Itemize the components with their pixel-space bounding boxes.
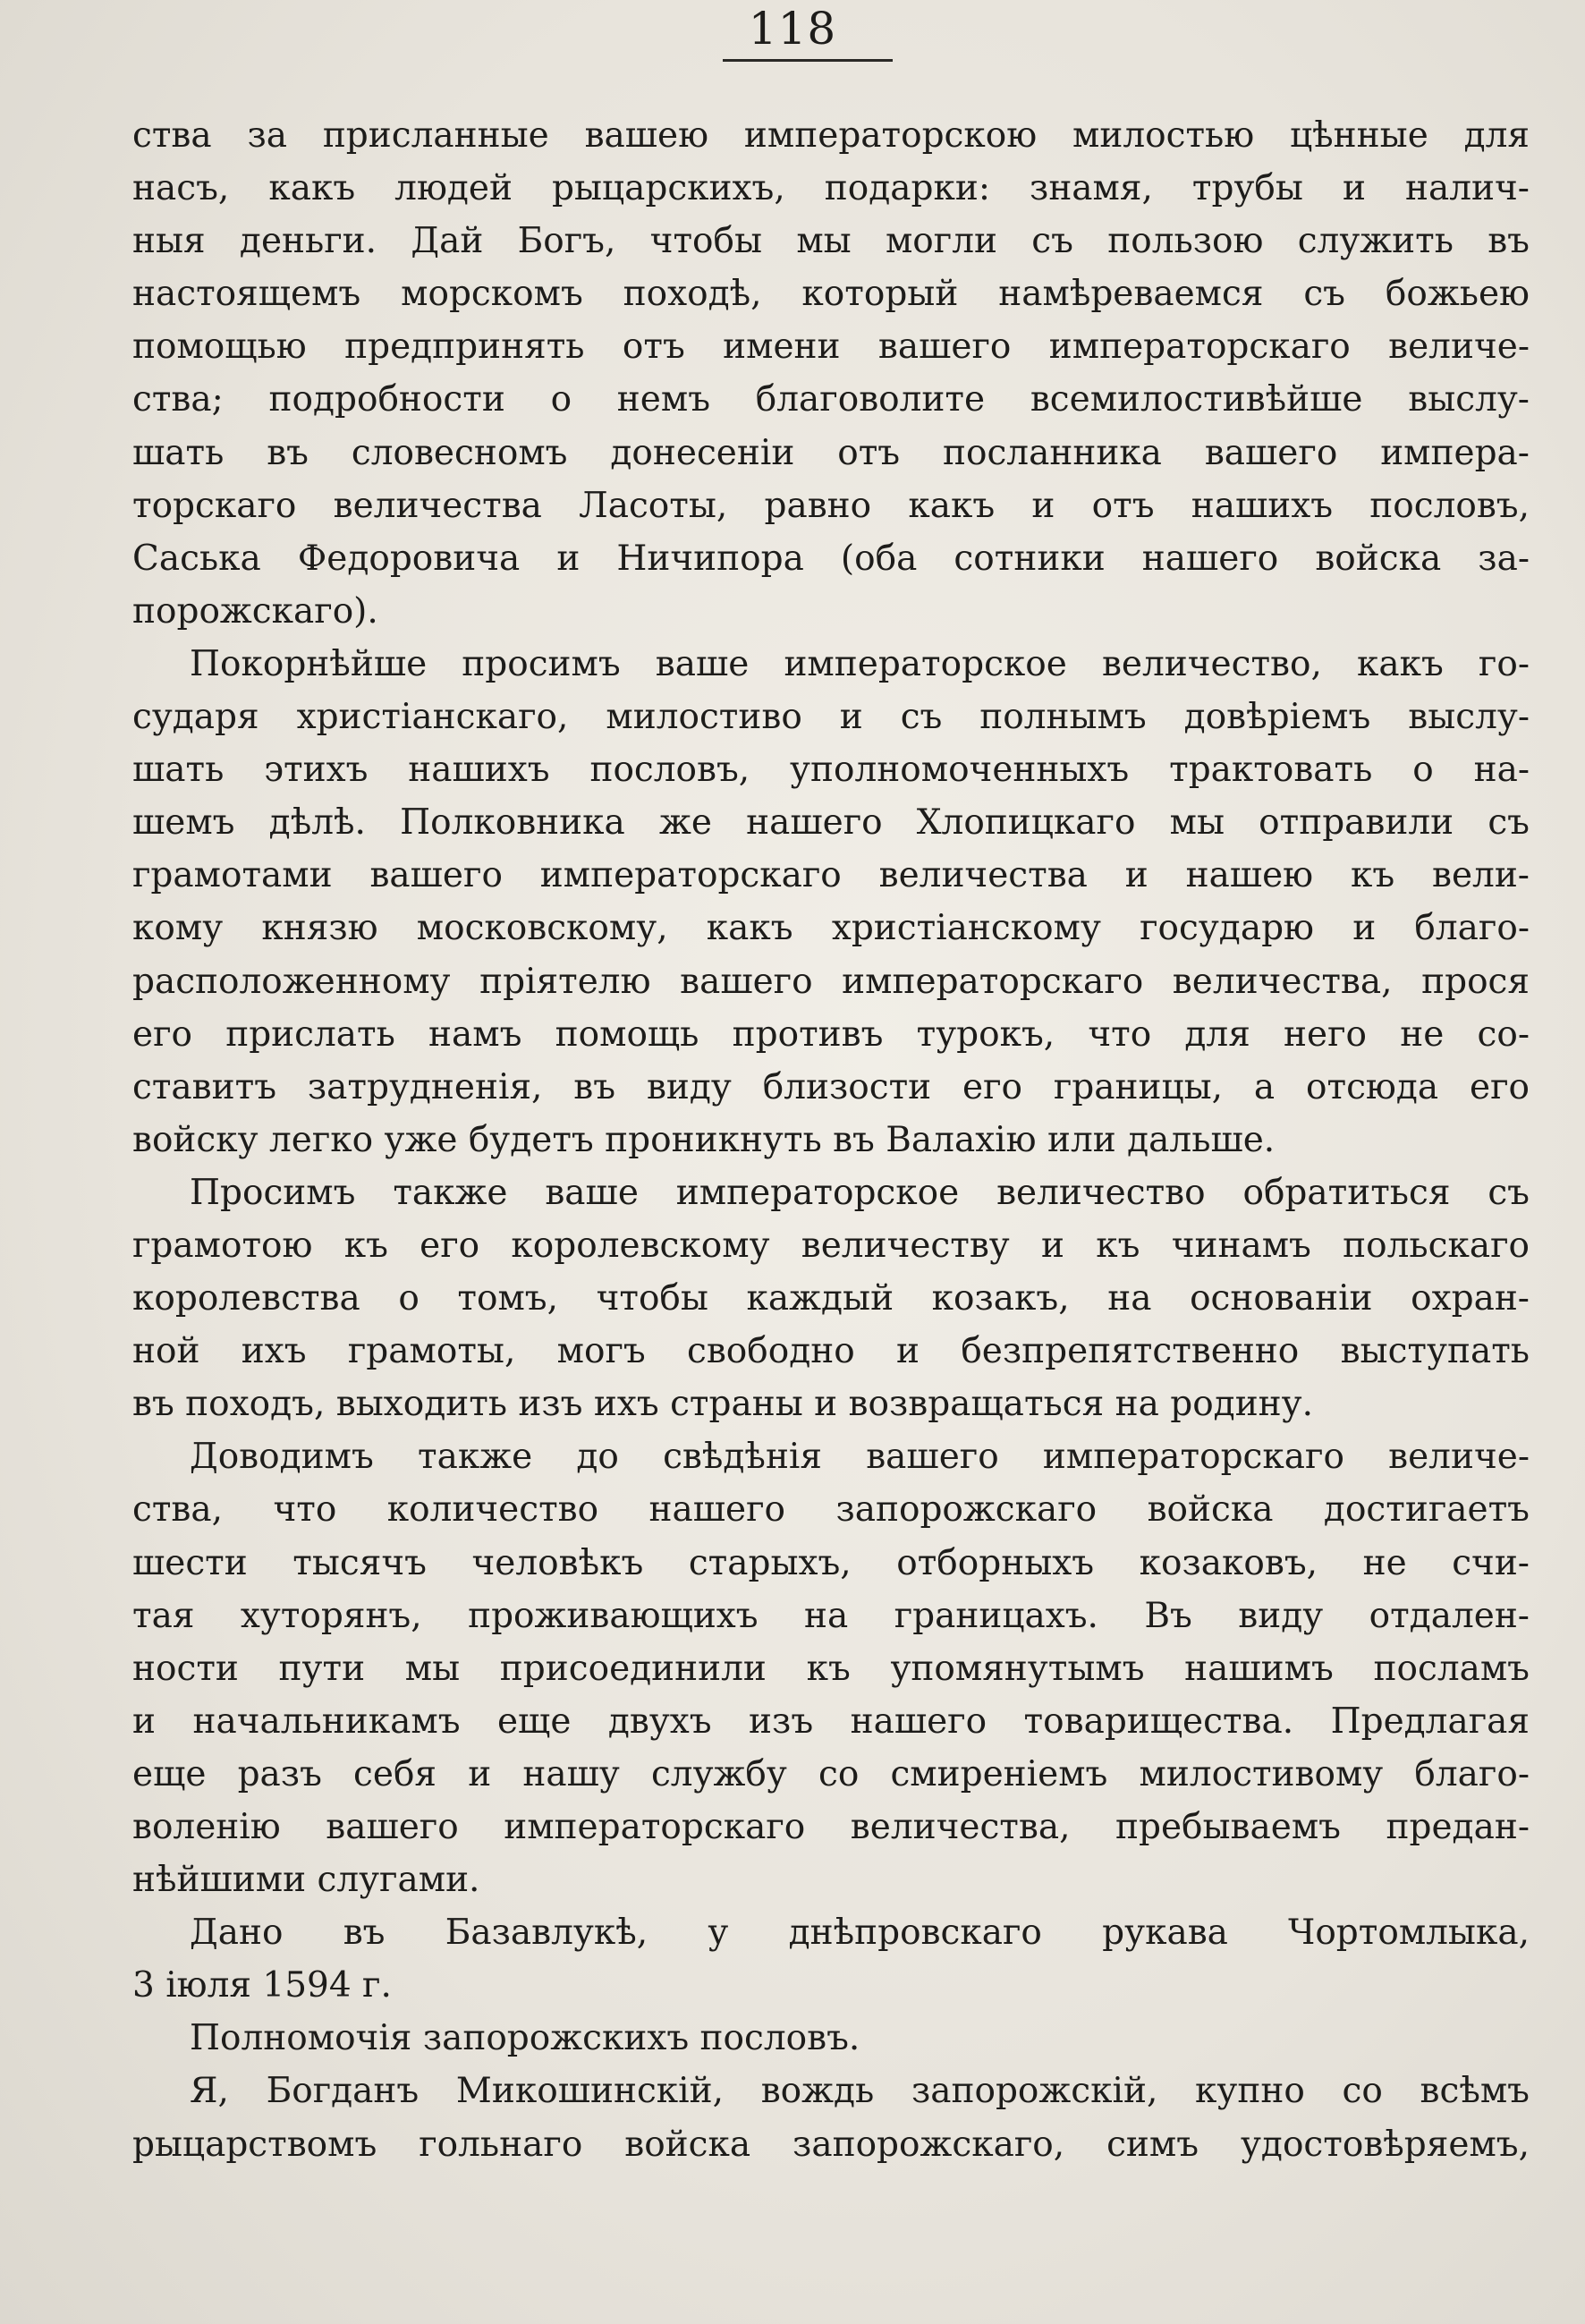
text-line: ства, что количество нашего запорожскаго войска достигаетъ [132,1489,1530,1531]
text-line: и начальникамъ еще двухъ изъ нашего товарищества. Предлагая [132,1701,1530,1742]
text-line: рыцарствомъ гольнаго войска запорожскаго, симъ удостовѣряемъ, [132,2124,1530,2165]
text-line: грамотами вашего императорскаго величества и нашею къ вели- [132,855,1530,896]
text-line: сударя христіанскаго, милостиво и съ полнымъ довѣріемъ выслу- [132,697,1530,738]
text-line: Дано въ Базавлукѣ, у днѣпровскаго рукава Чортомлыка, [190,1913,1530,1954]
text-line: ства; подробности о немъ благоволите всемилостивѣйше выслу- [132,379,1530,420]
text-line: ныя деньги. Дай Богъ, чтобы мы могли съ пользою служить въ [132,221,1530,262]
text-line: Полномочія запорожскихъ пословъ. [190,2018,860,2059]
text-line: ности пути мы присоединили къ упомянутымъ нашимъ посламъ [132,1648,1530,1689]
text-line: шести тысячъ человѣкъ старыхъ, отборныхъ козаковъ, не счи- [132,1542,1530,1583]
text-line: порожскаго). [132,590,378,632]
text-line: Я, Богданъ Микошинскій, вождь запорожскій, купно со всѣмъ [190,2071,1530,2112]
page-number: 118 [748,3,837,55]
text-line: Саська Федоровича и Ничипора (оба сотники нашего войска за- [132,538,1530,579]
text-line: грамотою къ его королевскому величеству и къ чинамъ польскаго [132,1225,1530,1266]
text-line: 3 іюля 1594 г. [132,1965,392,2006]
text-line: шемъ дѣлѣ. Полковника же нашего Хлопицкаго мы отправили съ [132,802,1530,844]
text-line: шать этихъ нашихъ пословъ, уполномоченныхъ трактовать о на- [132,750,1530,791]
text-line: ставитъ затрудненія, въ виду близости его границы, а отсюда его [132,1066,1530,1107]
text-line: кому князю московскому, какъ христіанскому государю и благо- [132,908,1530,949]
text-line: настоящемъ морскомъ походѣ, который намѣреваемся съ божьею [132,274,1530,315]
text-line: королевства о томъ, чтобы каждый козакъ, на основаніи охран- [132,1278,1530,1319]
text-line: Покорнѣйше просимъ ваше императорское величество, какъ го- [190,643,1530,684]
text-line: тая хуторянъ, проживающихъ на границахъ. Въ виду отдален- [132,1595,1530,1636]
text-line: Доводимъ также до свѣдѣнія вашего императорскаго величе- [190,1437,1530,1478]
text-line: воленію вашего императорскаго величества, пребываемъ предан- [132,1807,1530,1847]
text-line: насъ, какъ людей рыцарскихъ, подарки: знамя, трубы и налич- [132,168,1530,209]
text-line: помощью предпринять отъ имени вашего императорскаго величе- [132,327,1530,368]
text-line: расположенному пріятелю вашего императорскаго величества, прося [132,961,1530,1002]
text-line: въ походъ, выходить изъ ихъ страны и возвращаться на родину. [132,1384,1314,1425]
body-text [132,109,1530,2171]
text-line: еще разъ себя и нашу службу со смиреніемъ милостивому благо- [132,1753,1530,1794]
text-line: Просимъ также ваше императорское величество обратиться съ [190,1172,1530,1213]
text-line: ной ихъ грамоты, могъ свободно и безпрепятственно выступать [132,1331,1530,1372]
text-line: войску легко уже будетъ проникнуть въ Валахію или дальше. [132,1119,1276,1160]
text-line: торскаго величества Ласоты, равно какъ и отъ нашихъ пословъ, [132,485,1530,526]
text-line: нѣйшими слугами. [132,1860,480,1901]
header-rule [723,59,893,62]
text-line: шать въ словесномъ донесеніи отъ посланника вашего импера- [132,432,1530,473]
text-line: его прислать намъ помощь противъ турокъ, что для него не со- [132,1014,1530,1055]
text-line: ства за присланные вашею императорскою милостью цѣнные для [132,115,1530,156]
